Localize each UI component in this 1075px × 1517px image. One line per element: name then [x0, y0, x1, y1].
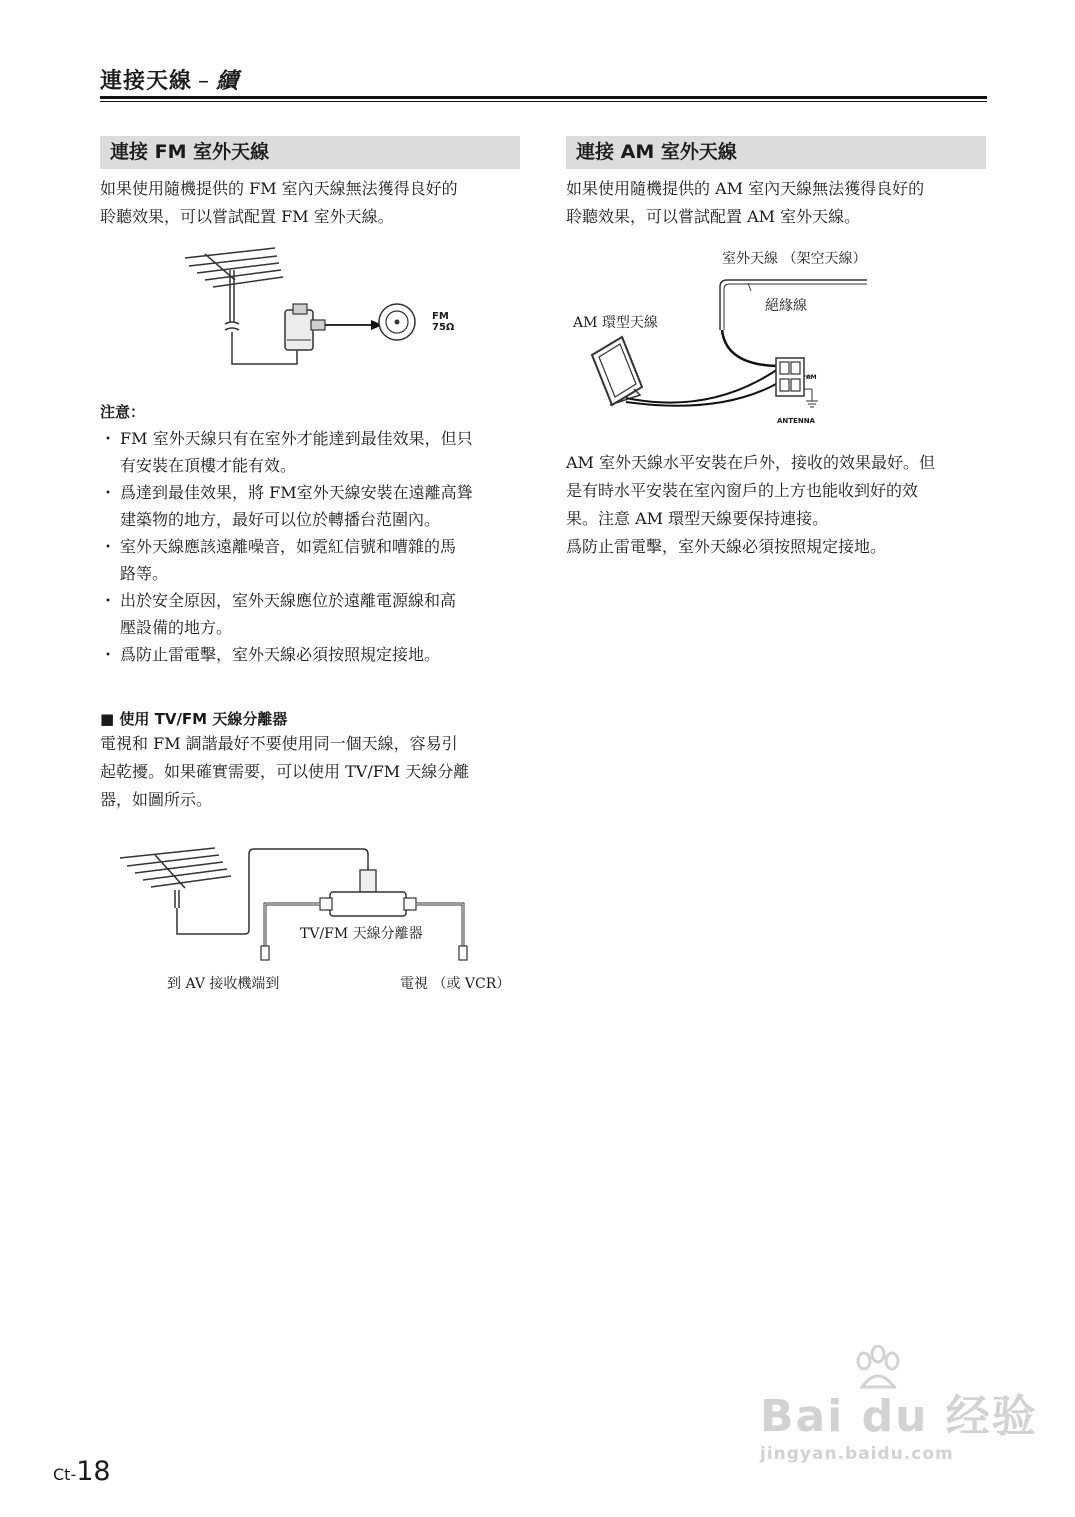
note-item	[100, 641, 525, 668]
tv-label: 電視 （或 VCR）	[400, 976, 511, 992]
fm-terminal-icon	[379, 304, 415, 340]
splitter-text-line: 起乾擾。如果確實需要，可以使用 TV/FM 天線分離	[100, 762, 470, 781]
page-title	[100, 64, 239, 95]
plug-icon	[459, 946, 467, 960]
note-line: ・ 室外天線應該遠離噪音，如霓紅信號和嘈雜的馬	[120, 537, 457, 556]
outdoor-antenna-label: 室外天線 （架空天線）	[722, 251, 867, 267]
watermark-brand: Bai du 经验	[760, 1391, 1038, 1442]
page-number-value: 18	[76, 1456, 111, 1487]
fm-intro-line: 聆聽效果，可以嘗試配置 FM 室外天線。	[100, 207, 394, 226]
fm-terminal-label-2: 75Ω	[432, 322, 455, 333]
watermark-site: jingyan.baidu.com	[760, 1444, 954, 1464]
note-title: 注意：	[100, 403, 146, 421]
title-separator: –	[198, 69, 211, 94]
splitter-text	[100, 730, 525, 814]
note-line: 建築物的地方，最好可以位於轉播台范圍內。	[120, 510, 441, 529]
am-body	[566, 449, 991, 561]
matching-transformer-icon	[285, 304, 325, 350]
yagi-antenna-icon	[185, 248, 283, 322]
fm-antenna-diagram	[175, 240, 475, 375]
fm-intro	[100, 175, 525, 231]
page-title-text: 連接天線	[100, 69, 193, 94]
am-terminal-label: AM	[806, 374, 817, 381]
av-receiver-label: 到 AV 接收機端到	[167, 976, 280, 992]
loop-lead-wire	[626, 369, 778, 403]
paw-logo-icon	[850, 1345, 910, 1395]
am-body-line: 爲防止雷電擊，室外天線必須按照規定接地。	[566, 537, 887, 556]
am-section-heading: 連接 AM 室外天線	[566, 136, 986, 169]
splitter-text-line: 器，如圖所示。	[100, 790, 213, 809]
am-intro-line: 如果使用隨機提供的 AM 室內天線無法獲得良好的	[566, 179, 925, 198]
antenna-terminal-block-icon	[776, 358, 818, 407]
note-item	[100, 587, 525, 641]
baidu-watermark	[760, 1350, 1038, 1464]
note-item	[100, 479, 525, 533]
splitter-label: TV/FM 天線分離器	[300, 926, 423, 942]
page-number-prefix: Ct-	[53, 1465, 77, 1484]
am-body-line: 是有時水平安裝在室內窗戶的上方也能收到好的效	[566, 481, 919, 500]
insulated-wire	[722, 330, 778, 366]
am-body-line: 果。注意 AM 環型天線要保持連接。	[566, 509, 829, 528]
fm-intro-line: 如果使用隨機提供的 FM 室內天線無法獲得良好的	[100, 179, 458, 198]
splitter-text-line: 電視和 FM 調諧最好不要使用同一個天線，容易引	[100, 734, 458, 753]
note-item	[100, 425, 525, 479]
cable-break-icon	[225, 322, 239, 330]
am-loop-antenna-icon	[592, 337, 642, 405]
title-continued: 續	[216, 69, 240, 94]
insulated-wire-label: 絕緣線	[765, 298, 807, 314]
splitter-diagram	[115, 840, 485, 970]
am-loop-label: AM 環型天線	[573, 315, 658, 331]
am-intro-line: 聆聽效果，可以嘗試配置 AM 室外天線。	[566, 207, 861, 226]
note-line: 壓設備的地方。	[120, 618, 233, 637]
note-item	[100, 533, 525, 587]
notes-list	[100, 425, 525, 668]
fm-terminal-label	[432, 311, 454, 333]
note-line: ・ 出於安全原因，室外天線應位於遠離電源線和高	[120, 591, 457, 610]
cable-to-tv	[416, 904, 463, 950]
fm-section-heading: 連接 FM 室外天線	[100, 136, 520, 169]
plug-icon	[261, 946, 269, 960]
note-line: ・ 爲達到最佳效果，將 FM室外天線安裝在遠離高聳	[120, 483, 473, 502]
note-line: 有安裝在頂樓才能有效。	[120, 456, 297, 475]
am-antenna-diagram	[570, 265, 870, 430]
page-number	[53, 1456, 111, 1487]
note-line: ・ FM 室外天線只有在室外才能達到最佳效果，但只	[120, 429, 473, 448]
note-line: 路等。	[120, 564, 169, 583]
splitter-heading: ■ 使用 TV/FM 天線分離器	[100, 710, 288, 728]
fm-terminal-label-1: FM	[432, 311, 449, 322]
antenna-terminal-label: ANTENNA	[777, 417, 815, 425]
note-line: ・ 爲防止雷電擊，室外天線必須按照規定接地。	[120, 645, 441, 664]
title-rule	[100, 96, 987, 102]
yagi-antenna-icon	[120, 848, 231, 908]
am-intro	[566, 175, 991, 231]
am-body-line: AM 室外天線水平安裝在戶外，接收的效果最好。但	[566, 453, 936, 472]
splitter-device-icon	[320, 870, 416, 916]
